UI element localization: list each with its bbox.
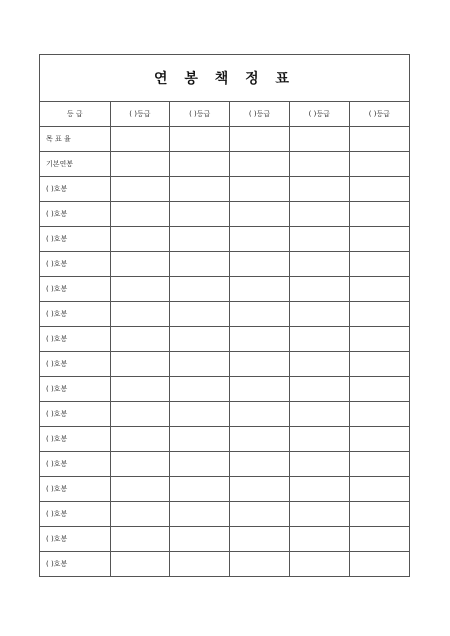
- row-label: ( )호봉: [40, 202, 110, 227]
- row-label: ( )호봉: [40, 302, 110, 327]
- table-cell[interactable]: [289, 502, 349, 527]
- table-cell[interactable]: [230, 202, 290, 227]
- table-cell[interactable]: [289, 302, 349, 327]
- table-cell[interactable]: [230, 327, 290, 352]
- table-cell[interactable]: [110, 402, 170, 427]
- table-cell[interactable]: [170, 177, 230, 202]
- table-row: [40, 127, 409, 152]
- table-cell[interactable]: [349, 302, 409, 327]
- row-label: ( )호봉: [40, 352, 110, 377]
- table-cell[interactable]: [230, 277, 290, 302]
- table-cell[interactable]: [230, 552, 290, 577]
- table-cell[interactable]: [289, 427, 349, 452]
- row-label: ( )호봉: [40, 527, 110, 552]
- table-cell[interactable]: [230, 352, 290, 377]
- salary-grid: [40, 102, 409, 576]
- table-row: [40, 252, 409, 277]
- table-cell[interactable]: [349, 352, 409, 377]
- table-cell[interactable]: [289, 377, 349, 402]
- table-cell[interactable]: [230, 177, 290, 202]
- table-cell[interactable]: [110, 302, 170, 327]
- table-cell[interactable]: [110, 152, 170, 177]
- table-cell[interactable]: [289, 527, 349, 552]
- table-cell[interactable]: [170, 352, 230, 377]
- row-label: ( )호봉: [40, 552, 110, 577]
- table-cell[interactable]: [110, 277, 170, 302]
- table-cell[interactable]: [349, 502, 409, 527]
- row-label: ( )호봉: [40, 427, 110, 452]
- table-cell[interactable]: [170, 452, 230, 477]
- row-label: ( )호봉: [40, 227, 110, 252]
- table-row: [40, 352, 409, 377]
- table-cell[interactable]: [289, 452, 349, 477]
- page-title: 연 봉 책 정 표: [153, 71, 296, 87]
- table-cell[interactable]: [230, 452, 290, 477]
- table-cell[interactable]: [289, 277, 349, 302]
- row-label: 기본연봉: [40, 152, 110, 177]
- table-row: [40, 377, 409, 402]
- table-row: [40, 502, 409, 527]
- row-label: ( )호봉: [40, 177, 110, 202]
- row-label: ( )호봉: [40, 477, 110, 502]
- table-cell[interactable]: [110, 477, 170, 502]
- grade-header-label: 등 급: [40, 102, 110, 127]
- table-row: [40, 202, 409, 227]
- table-cell[interactable]: [230, 477, 290, 502]
- row-label: ( )호봉: [40, 402, 110, 427]
- table-cell[interactable]: [110, 327, 170, 352]
- table-cell[interactable]: [110, 527, 170, 552]
- table-cell[interactable]: [289, 127, 349, 152]
- table-cell[interactable]: [349, 177, 409, 202]
- table-cell[interactable]: [349, 477, 409, 502]
- table-cell[interactable]: [170, 202, 230, 227]
- grade-column-header: ( )등급: [289, 102, 349, 127]
- table-cell[interactable]: [349, 202, 409, 227]
- table-cell[interactable]: [230, 127, 290, 152]
- table-cell[interactable]: [110, 452, 170, 477]
- table-cell[interactable]: [349, 527, 409, 552]
- table-cell[interactable]: [230, 152, 290, 177]
- grade-column-header: ( )등급: [110, 102, 170, 127]
- table-cell[interactable]: [349, 402, 409, 427]
- table-cell[interactable]: [110, 352, 170, 377]
- table-cell[interactable]: [170, 377, 230, 402]
- table-row: [40, 277, 409, 302]
- title-row: [40, 55, 409, 102]
- table-cell[interactable]: [289, 152, 349, 177]
- table-cell[interactable]: [170, 502, 230, 527]
- table-cell[interactable]: [110, 502, 170, 527]
- table-cell[interactable]: [110, 202, 170, 227]
- table-cell[interactable]: [289, 477, 349, 502]
- table-cell[interactable]: [230, 302, 290, 327]
- table-cell[interactable]: [170, 527, 230, 552]
- table-cell[interactable]: [349, 127, 409, 152]
- table-cell[interactable]: [230, 502, 290, 527]
- table-cell[interactable]: [170, 152, 230, 177]
- table-cell[interactable]: [289, 177, 349, 202]
- row-label: ( )호봉: [40, 377, 110, 402]
- table-cell[interactable]: [230, 252, 290, 277]
- table-cell[interactable]: [110, 177, 170, 202]
- table-cell[interactable]: [230, 402, 290, 427]
- table-cell[interactable]: [110, 552, 170, 577]
- table-row: [40, 327, 409, 352]
- table-cell[interactable]: [230, 227, 290, 252]
- table-row: [40, 402, 409, 427]
- row-label: ( )호봉: [40, 252, 110, 277]
- row-label: 목 표 율: [40, 127, 110, 152]
- salary-table-form: [39, 54, 410, 577]
- table-cell[interactable]: [170, 252, 230, 277]
- row-label: ( )호봉: [40, 452, 110, 477]
- table-row: [40, 152, 409, 177]
- grade-column-header: ( )등급: [349, 102, 409, 127]
- table-cell[interactable]: [349, 252, 409, 277]
- table-cell[interactable]: [170, 302, 230, 327]
- table-row: [40, 177, 409, 202]
- table-cell[interactable]: [170, 402, 230, 427]
- table-cell[interactable]: [289, 402, 349, 427]
- table-cell[interactable]: [170, 427, 230, 452]
- table-row: [40, 552, 409, 577]
- table-cell[interactable]: [170, 552, 230, 577]
- table-cell[interactable]: [289, 252, 349, 277]
- table-cell[interactable]: [110, 252, 170, 277]
- table-cell[interactable]: [349, 227, 409, 252]
- table-cell[interactable]: [289, 552, 349, 577]
- table-cell[interactable]: [170, 477, 230, 502]
- table-cell[interactable]: [230, 377, 290, 402]
- table-cell[interactable]: [170, 227, 230, 252]
- table-row: [40, 477, 409, 502]
- table-cell[interactable]: [349, 327, 409, 352]
- grade-column-header: ( )등급: [230, 102, 290, 127]
- table-cell[interactable]: [289, 227, 349, 252]
- row-label: ( )호봉: [40, 327, 110, 352]
- table-cell[interactable]: [289, 352, 349, 377]
- table-cell[interactable]: [230, 527, 290, 552]
- table-cell[interactable]: [230, 427, 290, 452]
- table-cell[interactable]: [110, 427, 170, 452]
- table-cell[interactable]: [110, 227, 170, 252]
- table-row: [40, 527, 409, 552]
- table-cell[interactable]: [170, 277, 230, 302]
- table-cell[interactable]: [349, 152, 409, 177]
- table-row: [40, 227, 409, 252]
- row-label: ( )호봉: [40, 277, 110, 302]
- table-cell[interactable]: [170, 127, 230, 152]
- table-cell[interactable]: [349, 427, 409, 452]
- table-cell[interactable]: [349, 452, 409, 477]
- table-cell[interactable]: [110, 377, 170, 402]
- grade-column-header: ( )등급: [170, 102, 230, 127]
- table-cell[interactable]: [289, 327, 349, 352]
- table-cell[interactable]: [349, 377, 409, 402]
- table-row: [40, 452, 409, 477]
- header-row: [40, 102, 409, 127]
- row-label: ( )호봉: [40, 502, 110, 527]
- table-cell[interactable]: [349, 552, 409, 577]
- table-cell[interactable]: [349, 277, 409, 302]
- table-cell[interactable]: [289, 202, 349, 227]
- table-cell[interactable]: [110, 127, 170, 152]
- table-row: [40, 302, 409, 327]
- table-cell[interactable]: [170, 327, 230, 352]
- table-row: [40, 427, 409, 452]
